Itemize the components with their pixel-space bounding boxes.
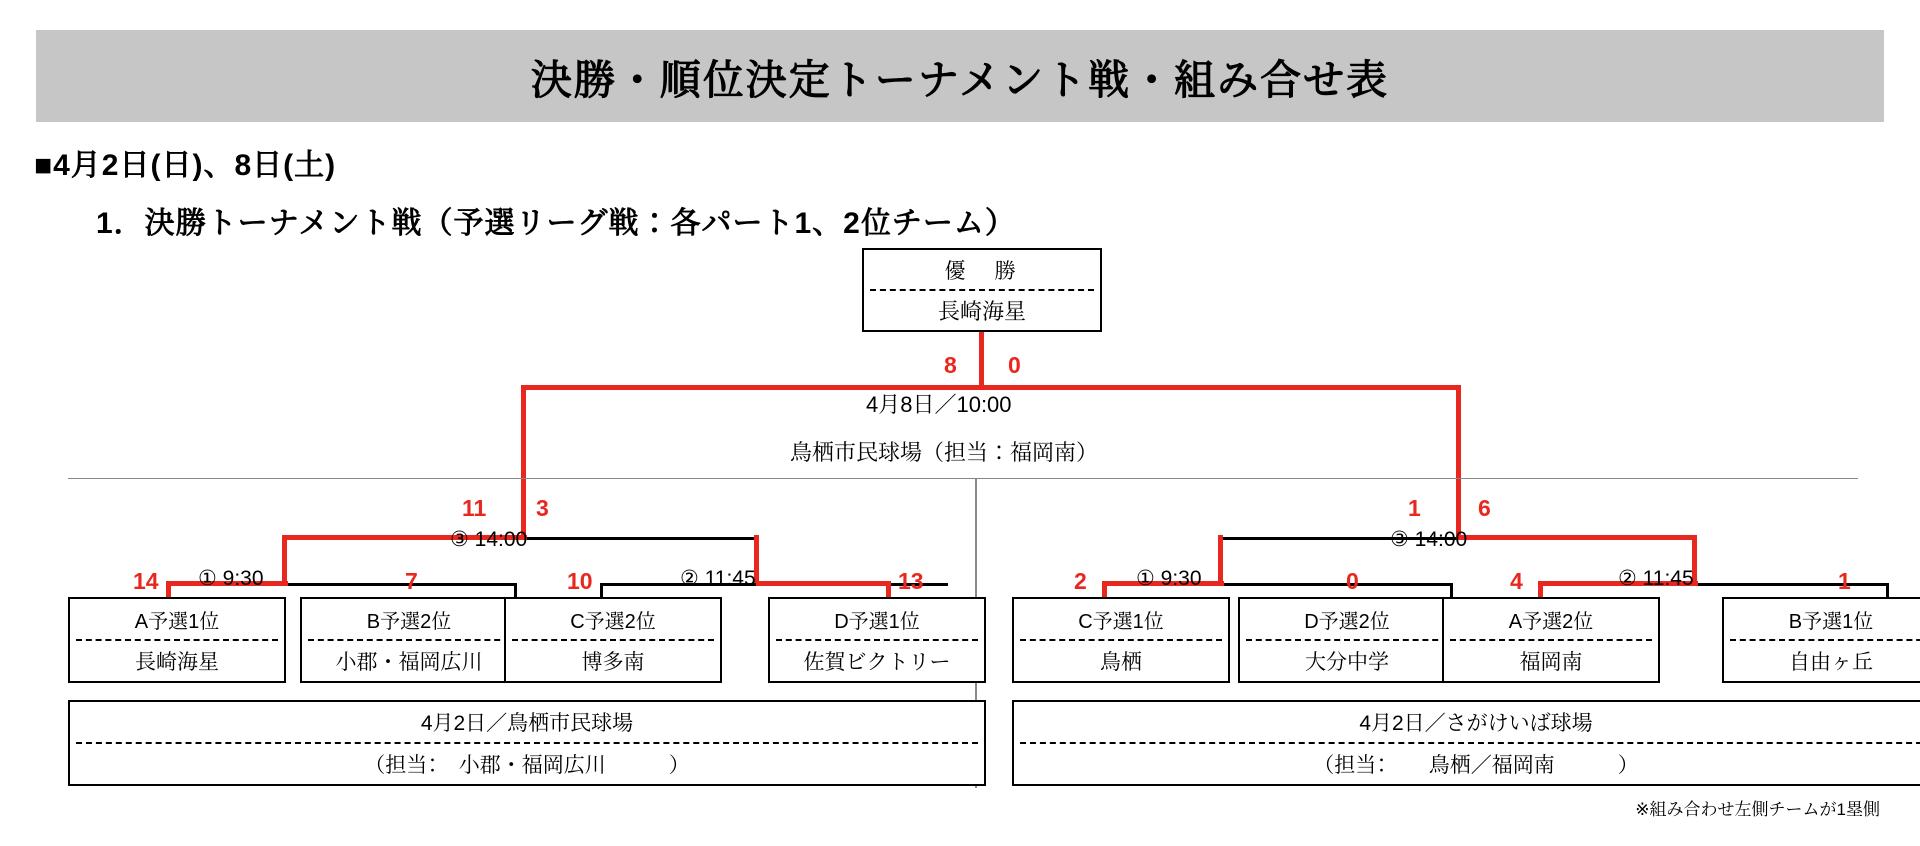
team-name: 大分中学 (1305, 651, 1389, 674)
team-seed: B予選1位 (1788, 610, 1874, 633)
final-left-leg (521, 385, 526, 537)
team-name: 小郡・福岡広川 (335, 651, 483, 674)
final-venue: 鳥栖市民球場（担当：福岡南） (790, 440, 1099, 465)
team-box-8 (1722, 597, 1920, 683)
final-right-leg (1456, 385, 1461, 537)
semifinal-left-score-2: 3 (536, 495, 549, 521)
date-heading: ■4月2日(日)、8日(土) (34, 149, 337, 182)
team-box-4 (768, 597, 986, 683)
qf2-bar-red (756, 581, 890, 586)
team-name: 鳥栖 (1100, 651, 1142, 674)
team-seed: D予選2位 (1304, 610, 1390, 633)
team-box-3 (504, 597, 722, 683)
final-left-score: 8 (944, 352, 957, 378)
team-box-1 (68, 597, 286, 683)
semifinal-right-score-2: 6 (1478, 495, 1491, 521)
semifinal-right-bar-red (1456, 535, 1696, 540)
qf4-left-score: 4 (1510, 568, 1523, 594)
team-box-7 (1442, 597, 1660, 683)
qf3-left-score: 2 (1074, 568, 1087, 594)
horizontal-rule (68, 478, 1858, 479)
team-name: 福岡南 (1519, 651, 1583, 674)
team-seed: C予選1位 (1078, 610, 1164, 633)
qf4-right-score: 1 (1838, 568, 1851, 594)
team-seed: A予選1位 (134, 610, 220, 633)
semifinal-right-label: ③ 14:00 (1390, 528, 1468, 551)
venue-charge: （担当： 小郡・福岡広川 ） (364, 754, 690, 777)
semifinal-left-leg-a (282, 535, 287, 583)
venue-box-left (68, 700, 986, 786)
qf3-right-score: 0 (1346, 568, 1359, 594)
qf1-label: ① 9:30 (198, 567, 264, 590)
qf2-left-score: 10 (567, 568, 593, 594)
semifinal-left-score-1: 11 (462, 495, 487, 521)
semifinal-left-label: ③ 14:00 (450, 528, 528, 551)
venue-date: 4月2日／さがけいば球場 (1359, 712, 1593, 735)
qf1-left-score: 14 (133, 568, 159, 594)
team-seed: A予選2位 (1508, 610, 1594, 633)
footnote: ※組み合わせ左側チームが1塁側 (1635, 800, 1880, 819)
page-title-bar (36, 30, 1884, 122)
venue-charge: （担当： 鳥栖／福岡南 ） (1313, 754, 1639, 777)
qf4-label: ② 11:45 (1618, 567, 1694, 590)
team-seed: B予選2位 (366, 610, 452, 633)
team-box-6 (1238, 597, 1456, 683)
qf2-label: ② 11:45 (680, 567, 756, 590)
venue-date: 4月2日／鳥栖市民球場 (420, 712, 634, 735)
qf3-label: ① 9:30 (1136, 567, 1202, 590)
team-name: 博多南 (581, 651, 645, 674)
final-stem (979, 332, 984, 388)
page-title: 決勝・順位決定トーナメント戦・組み合せ表 (530, 56, 1390, 103)
team-name: 佐賀ビクトリー (803, 651, 951, 674)
final-right-score: 0 (1008, 352, 1021, 378)
qf2-right-score: 13 (898, 568, 924, 594)
team-seed: D予選1位 (834, 610, 920, 633)
section-heading: 1．決勝トーナメント戦（予選リーグ戦：各パート1、2位チーム） (96, 207, 1016, 240)
team-box-5 (1012, 597, 1230, 683)
semifinal-right-score-1: 1 (1408, 495, 1421, 521)
champion-box (862, 248, 1102, 332)
venue-box-right (1012, 700, 1920, 786)
semifinal-right-leg-a-red (1218, 535, 1223, 583)
qf1-right-score: 7 (405, 568, 418, 594)
champion-label: 優 勝 (944, 259, 1020, 283)
final-datetime: 4月8日／10:00 (866, 392, 1012, 417)
team-name: 自由ヶ丘 (1789, 651, 1873, 674)
team-box-2 (300, 597, 518, 683)
team-name: 長崎海星 (135, 651, 219, 674)
champion-team: 長崎海星 (937, 299, 1026, 324)
team-seed: C予選2位 (570, 610, 656, 633)
